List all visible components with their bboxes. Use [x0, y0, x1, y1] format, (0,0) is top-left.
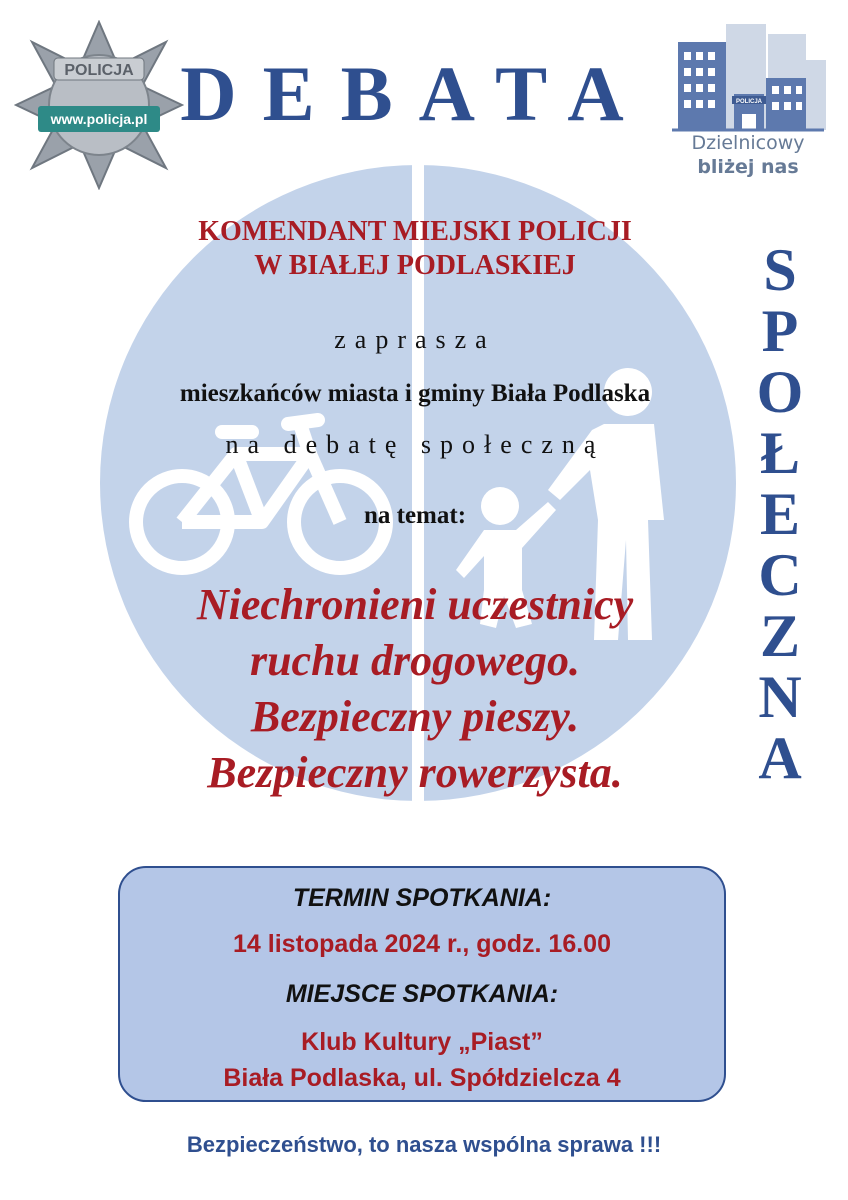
footer-slogan: Bezpieczeństwo, to nasza wspólna sprawa !!!	[186, 1132, 662, 1157]
vertical-letter: N	[758, 664, 802, 730]
svg-text:POLICJA: POLICJA	[64, 62, 134, 79]
topic-line4: Bezpieczny rowerzysta.	[207, 748, 623, 797]
page-title: DEBATA	[180, 50, 650, 137]
vertical-letter: E	[759, 481, 801, 547]
vertical-letter: C	[758, 542, 802, 608]
vertical-letter: Z	[759, 603, 801, 669]
svg-text:www.policja.pl: www.policja.pl	[50, 111, 148, 127]
meeting-place-label: MIEJSCE SPOTKANIA:	[285, 980, 559, 1008]
organizer-line1: KOMENDANT MIEJSKI POLICJI	[198, 216, 632, 247]
topic-line1: Niechronieni uczestnicy	[196, 580, 634, 629]
logo-tagline-line1: Dzielnicowy	[691, 132, 805, 154]
meeting-place-name: Klub Kultury „Piast”	[301, 1028, 543, 1056]
vertical-letter: A	[758, 725, 802, 791]
svg-text:POLICJA: POLICJA	[735, 99, 763, 105]
vertical-letter: Ł	[759, 420, 801, 486]
invitation-audience: mieszkańców miasta i gminy Biała Podlaska	[179, 380, 651, 407]
meeting-date-value: 14 listopada 2024 r., godz. 16.00	[233, 930, 611, 958]
logo-tagline-line2: bliżej nas	[697, 156, 799, 178]
invitation-event: na debatę społeczną	[225, 430, 605, 459]
meeting-place-address: Biała Podlaska, ul. Spółdzielcza 4	[223, 1064, 621, 1092]
invitation-verb: zaprasza	[334, 325, 496, 354]
vertical-subtitle	[740, 237, 820, 791]
topic-line3: Bezpieczny pieszy.	[250, 692, 580, 741]
organizer-line2: W BIAŁEJ PODLASKIEJ	[254, 250, 576, 281]
vertical-letter: P	[761, 298, 799, 364]
topic-label: na temat:	[363, 502, 467, 529]
meeting-date-label: TERMIN SPOTKANIA:	[292, 884, 552, 912]
vertical-letter: O	[756, 359, 804, 425]
topic-line2: ruchu drogowego.	[249, 636, 581, 685]
vertical-letter: S	[763, 237, 797, 303]
police-star-badge-logo	[14, 20, 184, 190]
